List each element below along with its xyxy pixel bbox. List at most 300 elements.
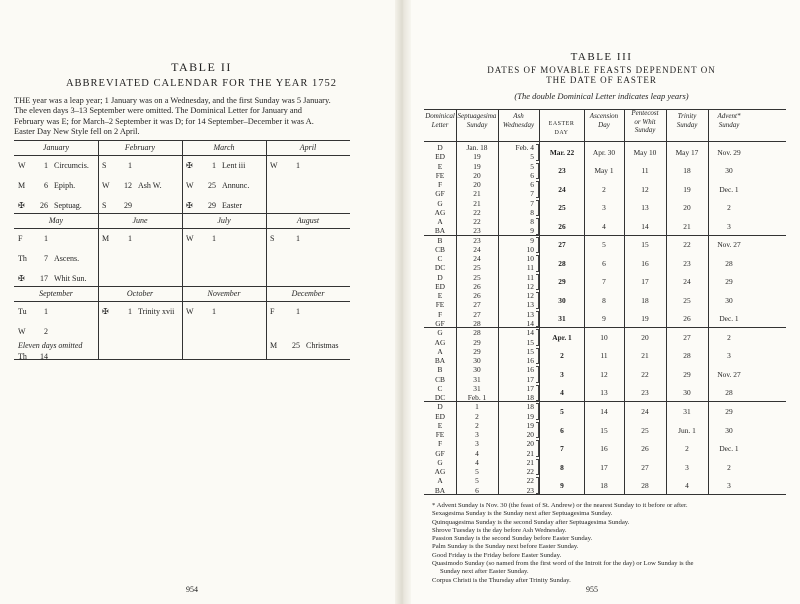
easter-day-date: 9 [560, 481, 564, 491]
page-number-right: 955 [586, 585, 598, 594]
ash-wednesday-date: 5 [530, 152, 534, 162]
weekday-letter: ✠ [18, 201, 25, 210]
column-header-line: Trinity [677, 112, 697, 120]
column-header-line: Ascension [589, 112, 619, 120]
dominical-letter: A [437, 476, 443, 486]
ash-wednesday-date: 5 [530, 161, 534, 171]
septuagesima-date: 3 [475, 439, 479, 449]
month-header: June [132, 216, 148, 225]
septuagesima-date: 27 [473, 309, 481, 319]
pentecost-date: 17 [641, 277, 649, 287]
calendar-day-row [186, 161, 245, 170]
trinity-sunday-date: 18 [683, 166, 691, 176]
trinity-sunday-date: 23 [683, 258, 691, 268]
easter-day-date: 24 [558, 184, 566, 194]
dominical-letter: DC [434, 263, 446, 273]
table-iii-title: TABLE III [570, 51, 633, 63]
advent-sunday-date: 30 [725, 425, 733, 435]
easter-day-date: 30 [558, 295, 566, 305]
ash-wednesday-date: 21 [526, 448, 534, 458]
pentecost-date: May 10 [633, 147, 657, 157]
septuagesima-date: 20 [473, 170, 481, 180]
column-header-line: Ash [513, 112, 524, 120]
month-header: December [291, 289, 325, 298]
ash-wednesday-date: 21 [526, 457, 534, 467]
ash-wednesday-date: 6 [530, 170, 534, 180]
calendar-day-row [18, 307, 54, 316]
easter-day-date: 6 [560, 425, 564, 435]
calendar-day-row [186, 181, 249, 190]
table-rule [424, 109, 786, 110]
day-number: 2 [44, 327, 48, 336]
advent-sunday-date: 30 [725, 295, 733, 305]
ash-wednesday-date: 16 [526, 365, 534, 375]
trinity-sunday-date: 28 [683, 351, 691, 361]
septuagesima-date: 29 [473, 346, 481, 356]
septuagesima-date: 29 [473, 337, 481, 347]
month-header: May [48, 216, 64, 225]
feast-name: Circumcis. [54, 161, 89, 170]
ash-wednesday-date: Feb. 4 [515, 143, 534, 152]
advent-sunday-date: 2 [727, 332, 731, 342]
row-bracket [536, 440, 539, 457]
weekday-letter: W [186, 181, 194, 190]
row-bracket [536, 181, 539, 198]
pentecost-date: 26 [641, 444, 649, 454]
ash-wednesday-date: 17 [526, 374, 534, 384]
easter-day-date: 3 [560, 369, 564, 379]
intro-line: February was E; for March–2 September it was D; for 14 September–December it was A. [14, 116, 314, 126]
day-number: 1 [44, 161, 48, 170]
septuagesima-date: 30 [473, 356, 481, 366]
row-bracket [536, 366, 539, 383]
easter-day-date: 5 [560, 407, 564, 416]
weekday-letter: Th [18, 254, 27, 263]
feast-name: Epiph. [54, 181, 76, 190]
septuagesima-date: 24 [473, 254, 481, 264]
trinity-sunday-date: 19 [683, 184, 691, 194]
footnote-line: Passion Sunday is the second Sunday before Easter Sunday. [432, 535, 593, 543]
pentecost-date: 13 [641, 203, 649, 213]
weekday-letter: M [18, 181, 26, 190]
pentecost-date: 11 [641, 166, 649, 176]
ash-wednesday-date: 20 [526, 430, 534, 440]
dominical-letter: FE [435, 300, 445, 310]
dominical-letter: E [437, 420, 443, 430]
easter-day-date: 2 [560, 351, 564, 361]
table-ii-subtitle: ABBREVIATED CALENDAR FOR THE YEAR 1752 [65, 78, 338, 89]
column-header-line: Sunday [718, 120, 740, 129]
easter-day-date: 7 [560, 444, 564, 454]
column-header-septuagesima [456, 112, 498, 129]
footnote-line: Quinquagesima Sunday is the second Sunday after Septuagesima Sunday. [432, 518, 630, 526]
calendar-day-row [270, 234, 306, 243]
ash-wednesday-date: 19 [526, 420, 534, 430]
weekday-letter: W [18, 161, 26, 170]
ash-wednesday-date: 10 [526, 244, 534, 254]
septuagesima-date: 26 [473, 281, 481, 291]
month-header: October [126, 289, 154, 298]
intro-line: The eleven days 3–13 September were omitted. The Dominical Letter for January and [14, 106, 302, 116]
easter-day-date: 25 [558, 203, 566, 213]
trinity-sunday-date: 22 [683, 240, 691, 250]
trinity-sunday-date: 25 [683, 295, 691, 305]
trinity-sunday-date: 27 [683, 332, 691, 342]
calendar-day-row [186, 307, 222, 316]
calendar-day-row [18, 254, 79, 263]
easter-day-date: 27 [558, 240, 566, 250]
pentecost-date: 23 [641, 388, 649, 398]
pentecost-date: 14 [641, 221, 649, 231]
septuagesima-date: 4 [475, 457, 479, 467]
septuagesima-date: 5 [475, 467, 479, 477]
column-header-trinity [666, 112, 708, 129]
ascension-day-date: 12 [600, 369, 608, 379]
month-header: February [124, 143, 156, 152]
dominical-letter: B [437, 365, 443, 375]
ash-wednesday-date: 7 [530, 189, 534, 199]
dominical-letter: D [437, 143, 443, 152]
pentecost-date: 15 [641, 240, 649, 250]
feast-name: Lent iii [222, 161, 246, 170]
column-header-line: Wednesday [502, 120, 535, 129]
calendar-day-row [18, 352, 54, 361]
pentecost-date: 16 [641, 258, 649, 268]
septuagesima-date: 31 [473, 383, 481, 393]
row-bracket [536, 459, 539, 476]
weekday-letter: Tu [18, 307, 27, 316]
calendar-day-row [102, 307, 174, 316]
subtitle-line: DATES OF MOVABLE FEASTS DEPENDENT ON [487, 65, 716, 75]
septuagesima-date: 23 [473, 235, 481, 245]
ascension-day-date: May 1 [594, 166, 614, 176]
septuagesima-date: 26 [473, 291, 481, 301]
weekday-letter: M [270, 341, 278, 350]
ascension-day-date: 18 [600, 481, 608, 491]
day-number: 1 [296, 161, 300, 170]
weekday-letter: F [270, 307, 275, 316]
month-header: September [39, 289, 73, 298]
row-bracket [536, 348, 539, 365]
month-header: January [42, 143, 70, 152]
trinity-sunday-date: 2 [685, 444, 689, 454]
dominical-letter: BA [434, 226, 446, 236]
ascension-day-date: 3 [602, 203, 606, 213]
easter-day-date: Apr. 1 [552, 332, 572, 342]
column-header-line: EASTER [548, 121, 575, 127]
dominical-letter: A [437, 217, 443, 227]
trinity-sunday-date: 20 [683, 203, 691, 213]
calendar-day-row [186, 234, 222, 243]
septuagesima-date: Feb. 1 [467, 393, 487, 403]
advent-sunday-date: 28 [725, 258, 733, 268]
dominical-letter: CB [435, 374, 445, 384]
footnote-line: Corpus Christi is the Thursday after Trinity Sunday. [432, 576, 571, 584]
ash-wednesday-date: 12 [526, 281, 534, 291]
footnotes [432, 502, 787, 585]
septuagesima-date: 4 [475, 448, 479, 458]
feast-name: Whit Sun. [54, 274, 87, 283]
feast-name: Easter [222, 201, 242, 210]
dominical-letter: BA [434, 356, 446, 366]
column-header-easter [539, 120, 584, 137]
movable-feasts-table [424, 109, 786, 495]
footnote-line: Sexagesima Sunday is the Sunday next after Septuagesima Sunday. [432, 510, 613, 518]
easter-day-date: 29 [558, 277, 566, 287]
trinity-sunday-date: 21 [683, 221, 691, 231]
footnote-line: Good Friday is the Friday before Easter Sunday. [432, 551, 562, 559]
month-header: July [217, 216, 231, 225]
pentecost-date: 18 [641, 295, 649, 305]
calendar-day-row [270, 161, 306, 170]
pentecost-date: 25 [641, 425, 649, 435]
grid-rule [14, 359, 350, 360]
ash-wednesday-date: 18 [526, 402, 534, 412]
column-header-ascension [584, 112, 624, 129]
column-header-pentecost [624, 109, 666, 135]
dominical-letter: ED [435, 152, 445, 162]
column-header-line: Advent* [717, 112, 741, 120]
row-bracket [536, 477, 539, 494]
row-bracket [536, 329, 539, 346]
calendar-1752-grid [14, 140, 350, 359]
ascension-day-date: 4 [602, 221, 606, 231]
column-header-line: or Whit [634, 117, 656, 126]
month-cell-december [266, 301, 350, 359]
footnote-line: Shrove Tuesday is the day before Ash Wednesday. [432, 526, 567, 534]
septuagesima-date: 25 [473, 263, 481, 273]
dominical-letter: GF [435, 448, 445, 458]
trinity-sunday-date: 4 [685, 481, 689, 491]
row-bracket [536, 200, 539, 217]
pentecost-date: 19 [641, 314, 649, 324]
dominical-letter: GF [435, 189, 445, 199]
dominical-letter: D [437, 402, 443, 412]
row-bracket [536, 385, 539, 402]
day-number: 14 [40, 352, 48, 361]
trinity-sunday-date: 3 [685, 462, 689, 472]
advent-sunday-date: 3 [727, 351, 731, 361]
advent-sunday-date: 30 [725, 166, 733, 176]
dominical-letter: G [437, 328, 443, 338]
dominical-letter: G [437, 198, 443, 208]
month-cell-march [182, 155, 266, 213]
column-header-line: DAY [554, 129, 569, 136]
feast-name: Trinity xvii [138, 307, 175, 316]
weekday-letter: ✠ [18, 274, 25, 283]
calendar-day-row [102, 234, 138, 243]
weekday-letter: S [102, 201, 107, 210]
ascension-day-date: 8 [602, 295, 606, 305]
month-cell-february [98, 155, 182, 213]
dominical-letter: AG [434, 337, 446, 347]
ash-wednesday-date: 10 [526, 254, 534, 264]
septuagesima-date: 28 [473, 319, 481, 328]
omitted-days-note: Eleven days omitted [18, 341, 83, 350]
septuagesima-date: 19 [473, 161, 481, 171]
column-header-advent [708, 112, 750, 129]
column-header-line: Day [598, 120, 610, 129]
column-header-line: Sunday [466, 120, 488, 129]
month-cell-november [182, 301, 266, 359]
dominical-letter: F [437, 309, 443, 319]
septuagesima-date: 2 [475, 420, 479, 430]
row-bracket [536, 144, 539, 161]
calendar-day-row [270, 307, 306, 316]
trinity-sunday-date: Jun. 1 [678, 425, 696, 435]
weekday-letter: ✠ [186, 161, 193, 170]
month-cell-january [14, 155, 98, 213]
calendar-day-row [186, 201, 242, 210]
feast-name: Septuag. [54, 201, 82, 210]
table-iii-note: (The double Dominical Letter indicates leap years) [514, 91, 689, 101]
weekday-letter: W [18, 327, 26, 336]
weekday-letter: W [186, 234, 194, 243]
month-cell-august [266, 228, 350, 286]
septuagesima-date: 28 [473, 328, 481, 338]
septuagesima-date: 25 [473, 272, 481, 282]
day-number: 29 [124, 201, 132, 210]
calendar-day-row [18, 234, 54, 243]
advent-sunday-date: Dec. 1 [719, 314, 739, 324]
ash-wednesday-date: 18 [526, 393, 534, 403]
septuagesima-date: 24 [473, 244, 481, 254]
ash-wednesday-date: 14 [526, 319, 534, 328]
column-header-line: Sunday [634, 126, 656, 134]
weekday-letter: M [102, 234, 110, 243]
easter-day-date: 26 [558, 221, 566, 231]
weekday-letter: F [18, 234, 23, 243]
column-header-ash [498, 112, 539, 129]
column-header-line: Letter [431, 120, 449, 129]
ash-wednesday-date: 22 [526, 467, 534, 477]
advent-sunday-date: 2 [727, 203, 731, 213]
dominical-letter: BA [434, 485, 446, 495]
easter-day-date: 31 [558, 314, 566, 324]
ash-wednesday-date: 12 [526, 291, 534, 301]
advent-sunday-date: 2 [727, 462, 731, 472]
dominical-letter: DC [434, 393, 446, 403]
ash-wednesday-date: 6 [530, 180, 534, 190]
row-bracket [536, 292, 539, 309]
day-number: 1 [212, 161, 216, 170]
trinity-sunday-date: 26 [683, 314, 691, 324]
calendar-day-row [18, 327, 54, 336]
easter-day-date: 28 [558, 258, 566, 268]
pentecost-date: 27 [641, 462, 649, 472]
calendar-day-row [102, 161, 138, 170]
advent-sunday-date: Dec. 1 [719, 184, 739, 194]
ash-wednesday-date: 9 [530, 226, 534, 236]
row-bracket [536, 163, 539, 180]
calendar-day-row [18, 181, 75, 190]
septuagesima-date: 5 [475, 476, 479, 486]
dominical-letter: C [437, 254, 443, 264]
ascension-day-date: 16 [600, 444, 608, 454]
day-number: 1 [44, 234, 48, 243]
ascension-day-date: 7 [602, 277, 606, 287]
day-number: 25 [292, 341, 300, 350]
footnote-line: Sunday next after Easter Sunday. [440, 568, 529, 576]
ascension-day-date: 15 [600, 425, 608, 435]
ash-wednesday-date: 16 [526, 356, 534, 366]
trinity-sunday-date: May 17 [675, 147, 699, 157]
trinity-sunday-date: 30 [683, 388, 691, 398]
subtitle-line: THE DATE OF EASTER [546, 75, 657, 85]
row-bracket [536, 422, 539, 439]
septuagesima-date: 31 [473, 374, 481, 384]
advent-sunday-date: 29 [725, 407, 733, 416]
weekday-letter: Th [18, 352, 27, 361]
trinity-sunday-date: 31 [683, 407, 691, 416]
ascension-day-date: 10 [600, 332, 608, 342]
row-bracket [536, 311, 539, 328]
septuagesima-date: 23 [473, 226, 481, 236]
ascension-day-date: 2 [602, 184, 606, 194]
row-bracket [536, 403, 539, 420]
column-header-line: Sunday [676, 120, 698, 129]
footnote-line: Palm Sunday is the Sunday next before Easter Sunday. [432, 543, 579, 551]
dominical-letter: AG [434, 467, 446, 477]
dominical-letter: AG [434, 207, 446, 217]
row-bracket [536, 255, 539, 272]
day-number: 7 [44, 254, 48, 263]
dominical-letter: FE [435, 170, 445, 180]
advent-sunday-date: Nov. 27 [717, 240, 741, 250]
septuagesima-date: 3 [475, 430, 479, 440]
day-number: 1 [296, 234, 300, 243]
intro-line: Easter Day New Style fell on 2 April. [14, 126, 140, 136]
day-number: 1 [212, 234, 216, 243]
pentecost-date: 24 [641, 407, 649, 416]
dominical-letter: A [437, 346, 443, 356]
dominical-letter: E [437, 291, 443, 301]
ash-wednesday-date: 11 [526, 272, 534, 282]
advent-sunday-date: 3 [727, 221, 731, 231]
month-cell-september [14, 301, 98, 359]
column-header-line: Septuagesima [457, 112, 497, 120]
septuagesima-date: 21 [473, 198, 481, 208]
ash-wednesday-date: 20 [526, 439, 534, 449]
advent-sunday-date: 3 [727, 481, 731, 491]
footnote-line: * Advent Sunday is Nov. 30 (the feast of St. Andrew) or the nearest Sunday to it before or after. [432, 502, 688, 509]
dominical-letter: F [437, 439, 443, 449]
septuagesima-date: 27 [473, 300, 481, 310]
advent-sunday-date: Dec. 1 [719, 444, 739, 454]
septuagesima-date: 21 [473, 189, 481, 199]
month-cell-may [14, 228, 98, 286]
table-ii-title: TABLE II [171, 60, 232, 74]
column-header-line: Dominical [425, 112, 455, 120]
column-header-line: Pentecost [631, 109, 659, 117]
ash-wednesday-date: 15 [526, 346, 534, 356]
row-bracket [536, 218, 539, 235]
ash-wednesday-date: 7 [530, 198, 534, 208]
month-cell-june [98, 228, 182, 286]
month-header: March [213, 143, 235, 152]
page-number-left: 954 [186, 585, 198, 594]
month-header: August [296, 216, 320, 225]
easter-day-date: 23 [558, 166, 566, 176]
pentecost-date: 22 [641, 369, 649, 379]
ash-wednesday-date: 15 [526, 337, 534, 347]
calendar-day-row [102, 181, 162, 190]
weekday-letter: ✠ [186, 201, 193, 210]
calendar-day-row [18, 161, 89, 170]
pentecost-date: 28 [641, 481, 649, 491]
pentecost-date: 20 [641, 332, 649, 342]
column-header-dominical [424, 112, 456, 129]
